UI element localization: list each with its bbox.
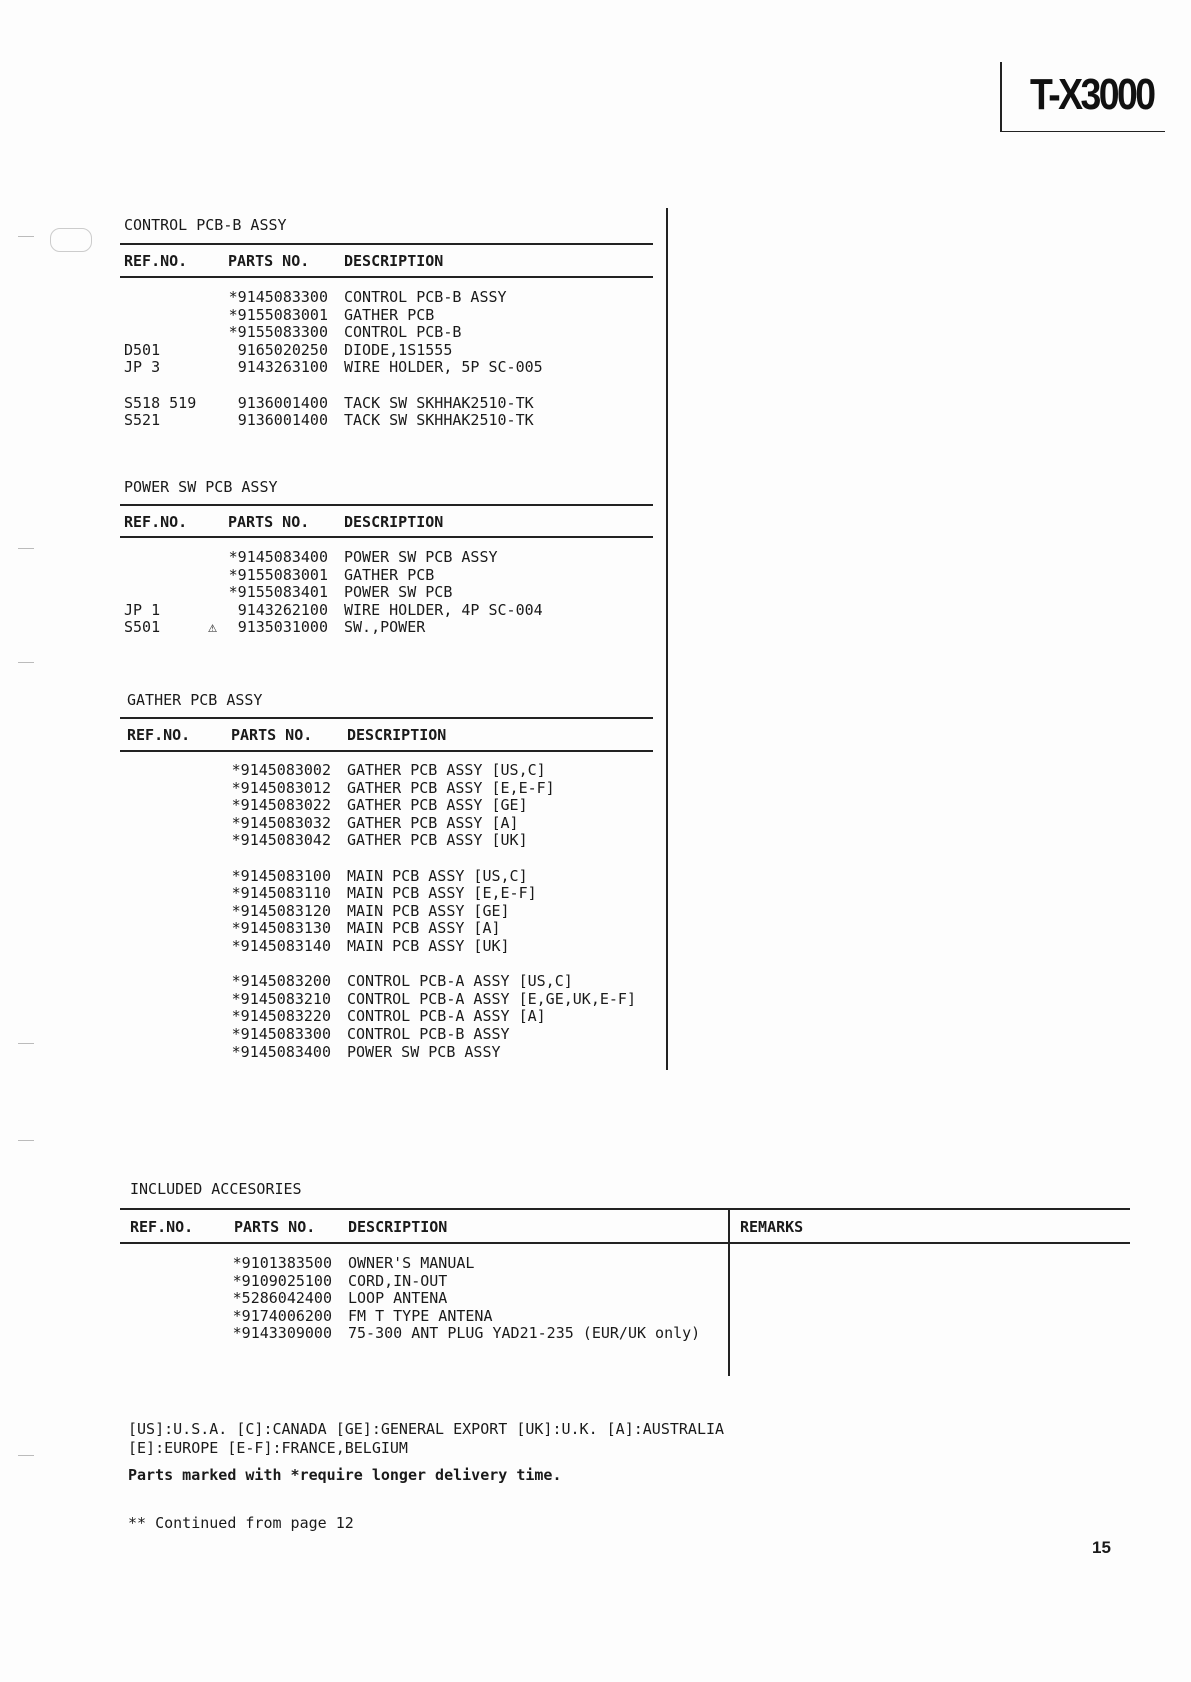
col-ref: REF.NO. — [124, 513, 188, 531]
section-title: CONTROL PCB-B ASSY — [124, 216, 287, 234]
table-row: *9145083210 CONTROL PCB-A ASSY [E,GE,UK,E-F] — [231, 989, 636, 1008]
col-remarks: REMARKS — [740, 1218, 804, 1236]
table-row: *9145083110 MAIN PCB ASSY [E,E-F] — [231, 884, 537, 903]
remarks-divider — [728, 1210, 730, 1376]
table-row: *9145083042 GATHER PCB ASSY [UK] — [231, 831, 528, 850]
edge-mark — [18, 236, 34, 237]
edge-mark — [18, 548, 34, 549]
table-row: *9145083400 POWER SW PCB ASSY — [228, 548, 498, 566]
rule — [120, 1242, 1130, 1244]
column-divider — [666, 208, 668, 1070]
section-title: POWER SW PCB ASSY — [124, 478, 278, 496]
section-title: GATHER PCB ASSY — [127, 691, 263, 709]
col-desc: DESCRIPTION — [348, 1218, 448, 1236]
table-row: *9155083001 GATHER PCB — [228, 305, 435, 324]
col-desc: DESCRIPTION — [347, 726, 447, 744]
table-row: *9155083300 CONTROL PCB-B — [228, 323, 462, 342]
col-desc: DESCRIPTION — [344, 513, 444, 531]
col-ref: REF.NO. — [124, 252, 188, 270]
table-row: *9143309000 75-300 ANT PLUG YAD21-235 (EUR/UK only) — [232, 1324, 701, 1343]
region-legend-2: [E]:EUROPE [E-F]:FRANCE,BELGIUM — [128, 1439, 408, 1457]
rule — [120, 1208, 1130, 1210]
table-row: *9145083220 CONTROL PCB-A ASSY [A] — [231, 1007, 546, 1026]
table-row: D501 9165020250 DIODE,1S1555 — [124, 340, 453, 359]
table-row: *9101383500 OWNER'S MANUAL — [232, 1254, 475, 1272]
table-row: S518 519 9136001400 TACK SW SKHHAK2510-TK — [124, 393, 534, 412]
model-divider — [1000, 62, 1002, 132]
table-row: *9145083032 GATHER PCB ASSY [A] — [231, 813, 519, 832]
region-legend-1: [US]:U.S.A. [C]:CANADA [GE]:GENERAL EXPORT [UK]:U.K. [A]:AUSTRALIA — [128, 1420, 725, 1438]
parts-table — [130, 1254, 730, 1342]
edge-mark — [18, 662, 34, 663]
table-row: *9145083012 GATHER PCB ASSY [E,E-F] — [231, 778, 555, 797]
rule — [120, 750, 653, 752]
rule — [120, 504, 653, 506]
col-ref: REF.NO. — [127, 726, 191, 744]
edge-mark — [18, 1043, 34, 1044]
col-desc: DESCRIPTION — [344, 252, 444, 270]
table-row: *9155083401 POWER SW PCB — [228, 583, 453, 602]
table-row: *9145083300 CONTROL PCB-B ASSY — [231, 1024, 510, 1043]
edge-mark — [18, 1455, 34, 1456]
table-row: *9145083200 CONTROL PCB-A ASSY [US,C] — [231, 972, 573, 991]
section-title: INCLUDED ACCESORIES — [130, 1180, 302, 1198]
rule — [120, 717, 653, 719]
rule — [120, 536, 653, 538]
col-ref: REF.NO. — [130, 1218, 194, 1236]
table-row: JP 3 9143263100 WIRE HOLDER, 5P SC-005 — [124, 358, 543, 377]
col-parts: PARTS NO. — [231, 726, 313, 744]
rule — [120, 243, 653, 245]
page-number: 15 — [1092, 1538, 1111, 1557]
table-row: *9145083002 GATHER PCB ASSY [US,C] — [231, 761, 546, 779]
table-row: *9155083001 GATHER PCB — [228, 565, 435, 584]
col-parts: PARTS NO. — [228, 513, 310, 531]
continued-note: ** Continued from page 12 — [128, 1514, 354, 1532]
edge-mark — [50, 228, 92, 252]
table-row: *9145083140 MAIN PCB ASSY [UK] — [231, 936, 510, 955]
rule — [120, 276, 653, 278]
table-row: *9145083022 GATHER PCB ASSY [GE] — [231, 796, 528, 815]
table-row: S521 9136001400 TACK SW SKHHAK2510-TK — [124, 411, 534, 430]
parts-table — [124, 288, 644, 429]
table-row: *9109025100 CORD,IN-OUT — [232, 1271, 448, 1290]
parts-table — [127, 761, 647, 1060]
table-row: *9145083300 CONTROL PCB-B ASSY — [228, 288, 507, 306]
table-row: *9145083130 MAIN PCB ASSY [A] — [231, 919, 501, 938]
col-parts: PARTS NO. — [234, 1218, 316, 1236]
parts-table — [124, 548, 644, 636]
table-row: *9145083120 MAIN PCB ASSY [GE] — [231, 901, 510, 920]
table-row: *9174006200 FM T TYPE ANTENA — [232, 1306, 493, 1325]
table-row: S501 ⚠ 9135031000 SW.,POWER — [124, 618, 426, 637]
table-row: *9145083400 POWER SW PCB ASSY — [231, 1042, 501, 1061]
table-row: JP 1 9143262100 WIRE HOLDER, 4P SC-004 — [124, 600, 543, 619]
warning-icon: ⚠ — [208, 618, 218, 637]
model-underline — [1000, 131, 1165, 132]
delivery-note: Parts marked with *require longer delivery time. — [128, 1466, 562, 1484]
table-row: *9145083100 MAIN PCB ASSY [US,C] — [231, 866, 528, 885]
col-parts: PARTS NO. — [228, 252, 310, 270]
table-row: *5286042400 LOOP ANTENA — [232, 1289, 448, 1308]
edge-mark — [18, 1140, 34, 1141]
model-title: T-X3000 — [1030, 70, 1154, 119]
